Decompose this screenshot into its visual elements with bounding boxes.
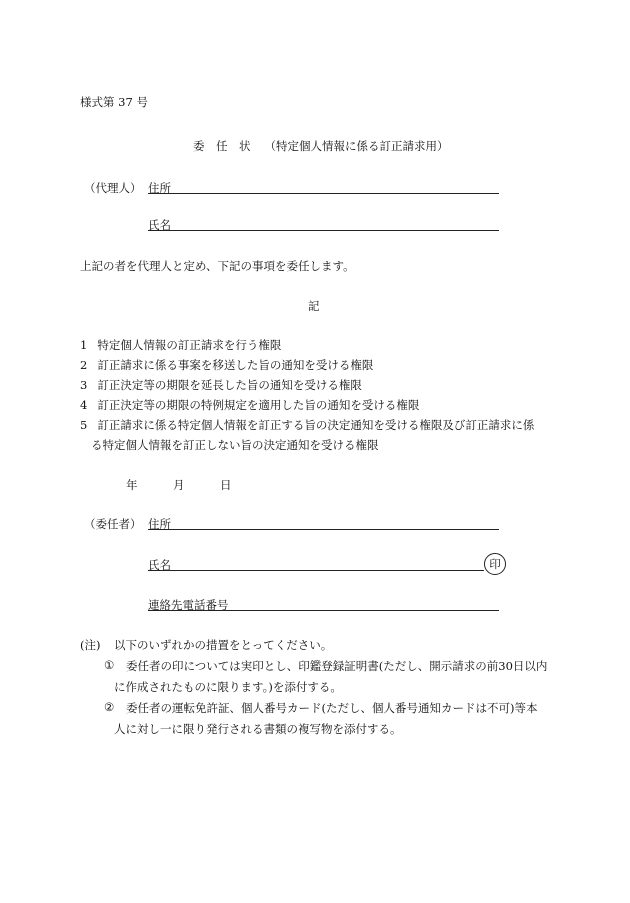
note-item-text-continuation: に作成されたものに限ります。)を添付する。 [114,680,342,694]
item-number: 2 [80,358,88,372]
principal-address-field[interactable] [148,529,499,530]
date-day-label: 日 [220,478,232,492]
note-item-text-continuation: 人に対し一に限り発行される書類の複写物を添付する。 [114,722,402,736]
list-item [80,377,362,393]
note-item-text: 委任者の印については実印とし、印鑑登録証明書(ただし、開示請求の前30日以内 [126,659,548,673]
principal-name-label: 氏名 [148,558,171,572]
item-text: 訂正決定等の期限の特例規定を適用した旨の通知を受ける権限 [97,398,420,412]
item-number: 3 [80,378,88,392]
item-text: 訂正請求に係る特定個人情報を訂正する旨の決定通知を受ける権限及び訂正請求に係 [97,418,535,432]
note-item-number: ② [104,700,115,714]
principal-name-field[interactable] [148,570,484,571]
agent-address-label: 住所 [148,181,171,195]
list-item [80,357,373,373]
item-text: 訂正決定等の期限を延長した旨の通知を受ける権限 [97,378,362,392]
item-number: 4 [80,398,88,412]
title-sub: （特定個人情報に係る訂正請求用） [264,139,449,153]
date-month-label: 月 [173,478,185,492]
agent-name-field[interactable] [148,230,499,231]
form-number: 様式第 37 号 [80,95,148,109]
note-intro: 以下のいずれかの措置をとってください。 [114,638,333,652]
note-label: (注) [80,638,101,652]
title-main: 委 任 状 [193,139,251,153]
date-year-label: 年 [126,478,138,492]
principal-role-label: （委任者） [84,517,142,531]
item-text: 訂正請求に係る事案を移送した旨の通知を受ける権限 [97,358,374,372]
agent-address-field[interactable] [148,193,499,194]
note-item-text: 委任者の運転免許証、個人番号カード(ただし、個人番号通知カードは不可)等本 [126,701,538,715]
principal-address-label: 住所 [148,517,171,531]
list-item [80,337,281,353]
item-number: 5 [80,418,88,432]
item-number: 1 [80,338,88,352]
principal-phone-label: 連絡先電話番号 [148,598,229,612]
list-item [80,397,419,413]
delegation-statement: 上記の者を代理人と定め、下記の事項を委任します。 [80,259,355,273]
ki-heading: 記 [308,299,320,313]
seal-mark: 印 [484,553,506,575]
document-title [193,138,449,154]
item-text: 特定個人情報の訂正請求を行う権限 [97,338,282,352]
principal-phone-field[interactable] [148,610,499,611]
agent-name-label: 氏名 [148,218,171,232]
list-item [80,417,534,433]
agent-role-label: （代理人） [84,181,142,195]
note-item-number: ① [104,658,115,672]
list-item-continuation: る特定個人情報を訂正しない旨の決定通知を受ける権限 [91,438,379,452]
